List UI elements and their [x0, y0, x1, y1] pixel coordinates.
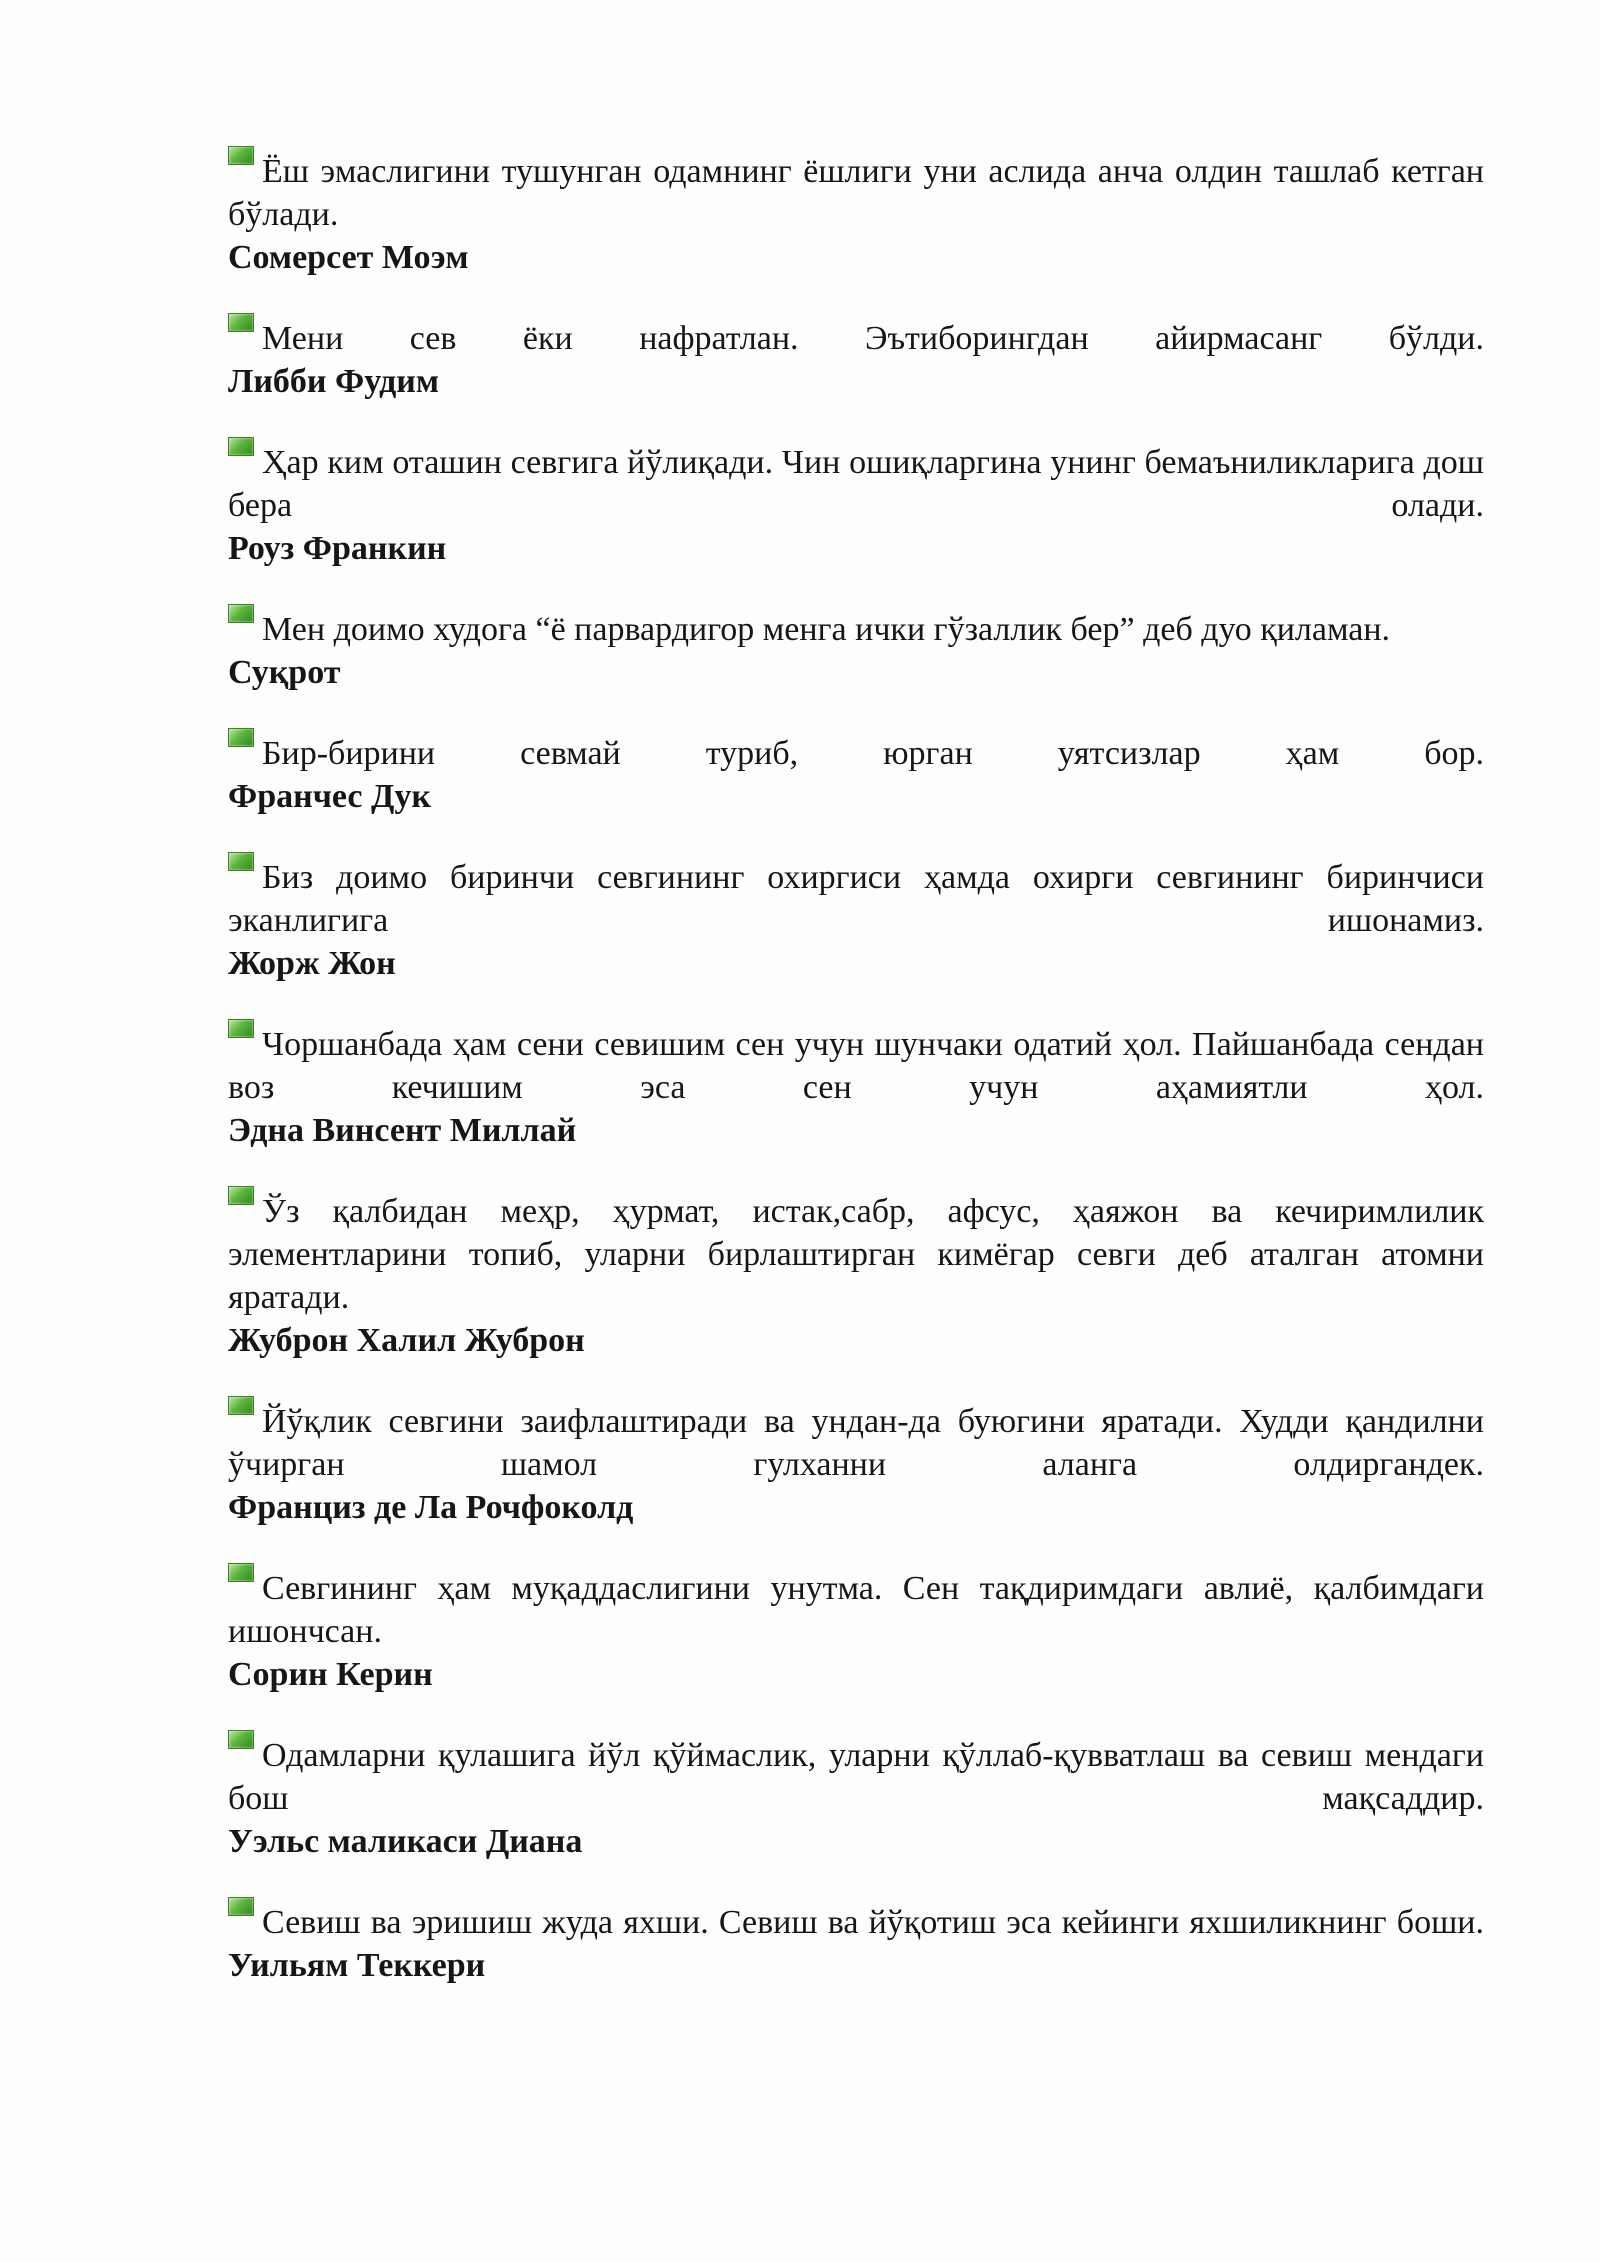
quote-block: [228, 856, 1484, 985]
quote-text-content: Бир-бирини севмай туриб, юрган уятсизлар ҳам бор.: [262, 735, 1484, 772]
quote-block: [228, 150, 1484, 279]
quote-text: [228, 856, 1484, 942]
quote-text: [228, 1190, 1484, 1319]
quote-text-content: Мен доимо худога “ё парвардигор менга ички гўзаллик бер” деб дуо қиламан.: [262, 611, 1391, 648]
quote-author: Уэльс маликаси Диана: [228, 1823, 583, 1860]
quote-author: Франциз де Ла Рочфоколд: [228, 1489, 634, 1526]
quote-text-content: Одамларни қулашига йўл қўймаслик, уларни қўллаб-қувватлаш ва севиш мендаги бош мақсаддир.: [228, 1737, 1484, 1817]
quote-text: [228, 732, 1484, 775]
quote-text-content: Йўқлик севгини заифлаштиради ва ундан-да буюгини яратади. Худди қандилни ўчирган шамол гулханни аланга олдиргандек.: [228, 1403, 1484, 1483]
quote-text: [228, 1567, 1484, 1653]
green-square-bullet-icon: [228, 1563, 254, 1582]
quote-text: [228, 150, 1484, 236]
quote-block: [228, 441, 1484, 570]
quote-author: Сомерсет Моэм: [228, 239, 469, 276]
quote-text: [228, 441, 1484, 527]
quote-block: [228, 1190, 1484, 1362]
quote-author: Сорин Керин: [228, 1656, 433, 1693]
quote-author: Жорж Жон: [228, 945, 396, 982]
green-square-bullet-icon: [228, 146, 254, 165]
quote-author: Уильям Теккери: [228, 1947, 486, 1984]
quote-block: [228, 608, 1484, 694]
quote-text-content: Севиш ва эришиш жуда яхши. Севиш ва йўқотиш эса кейинги яхшиликнинг боши.: [262, 1904, 1484, 1941]
green-square-bullet-icon: [228, 1186, 254, 1205]
green-square-bullet-icon: [228, 1730, 254, 1749]
green-square-bullet-icon: [228, 728, 254, 747]
quote-author: Либби Фудим: [228, 363, 440, 400]
quote-author: Франчес Дук: [228, 778, 431, 815]
green-square-bullet-icon: [228, 1019, 254, 1038]
quote-author: Жуброн Халил Жуброн: [228, 1322, 585, 1359]
quote-block: [228, 1023, 1484, 1152]
quote-text: [228, 1734, 1484, 1820]
quote-author: Эдна Винсент Миллай: [228, 1112, 577, 1149]
quote-text: [228, 1901, 1484, 1944]
quote-text-content: Ўз қалбидан меҳр, ҳурмат, истак,сабр, афсус, ҳаяжон ва кечиримлилик элементларини топиб, уларни бирлаштирган кимёгар севги деб аталган атомни яратади.: [228, 1193, 1484, 1316]
quote-text: [228, 1023, 1484, 1109]
green-square-bullet-icon: [228, 313, 254, 332]
quote-text-content: Мени сев ёки нафратлан. Эътиборингдан айирмасанг бўлди.: [262, 320, 1484, 357]
quote-text: [228, 1400, 1484, 1486]
quote-block: [228, 1901, 1484, 1987]
quote-text: [228, 608, 1484, 651]
quote-text: [228, 317, 1484, 360]
document-page: [228, 150, 1484, 2025]
quote-text-content: Биз доимо биринчи севгининг охиргиси ҳамда охирги севгининг биринчиси эканлигига ишонамиз.: [228, 859, 1484, 939]
green-square-bullet-icon: [228, 852, 254, 871]
quote-block: [228, 732, 1484, 818]
quote-block: [228, 317, 1484, 403]
green-square-bullet-icon: [228, 1897, 254, 1916]
quote-block: [228, 1734, 1484, 1863]
quote-block: [228, 1567, 1484, 1696]
quote-author: Суқрот: [228, 654, 341, 691]
quote-block: [228, 1400, 1484, 1529]
green-square-bullet-icon: [228, 1396, 254, 1415]
green-square-bullet-icon: [228, 604, 254, 623]
quote-text-content: Чоршанбада ҳам сени севишим сен учун шунчаки одатий ҳол. Пайшанбада сендан воз кечишим эса сен учун аҳамиятли ҳол.: [228, 1026, 1484, 1106]
quote-text-content: Ҳар ким оташин севгига йўлиқади. Чин ошиқларгина унинг бемаъниликларига дош бера олади.: [228, 444, 1484, 524]
quote-text-content: Ёш эмаслигини тушунган одамнинг ёшлиги уни аслида анча олдин ташлаб кетган бўлади.: [228, 153, 1484, 233]
quote-author: Роуз Франкин: [228, 530, 447, 567]
green-square-bullet-icon: [228, 437, 254, 456]
quote-text-content: Севгининг ҳам муқаддаслигини унутма. Сен тақдиримдаги авлиё, қалбимдаги ишончсан.: [228, 1570, 1484, 1650]
